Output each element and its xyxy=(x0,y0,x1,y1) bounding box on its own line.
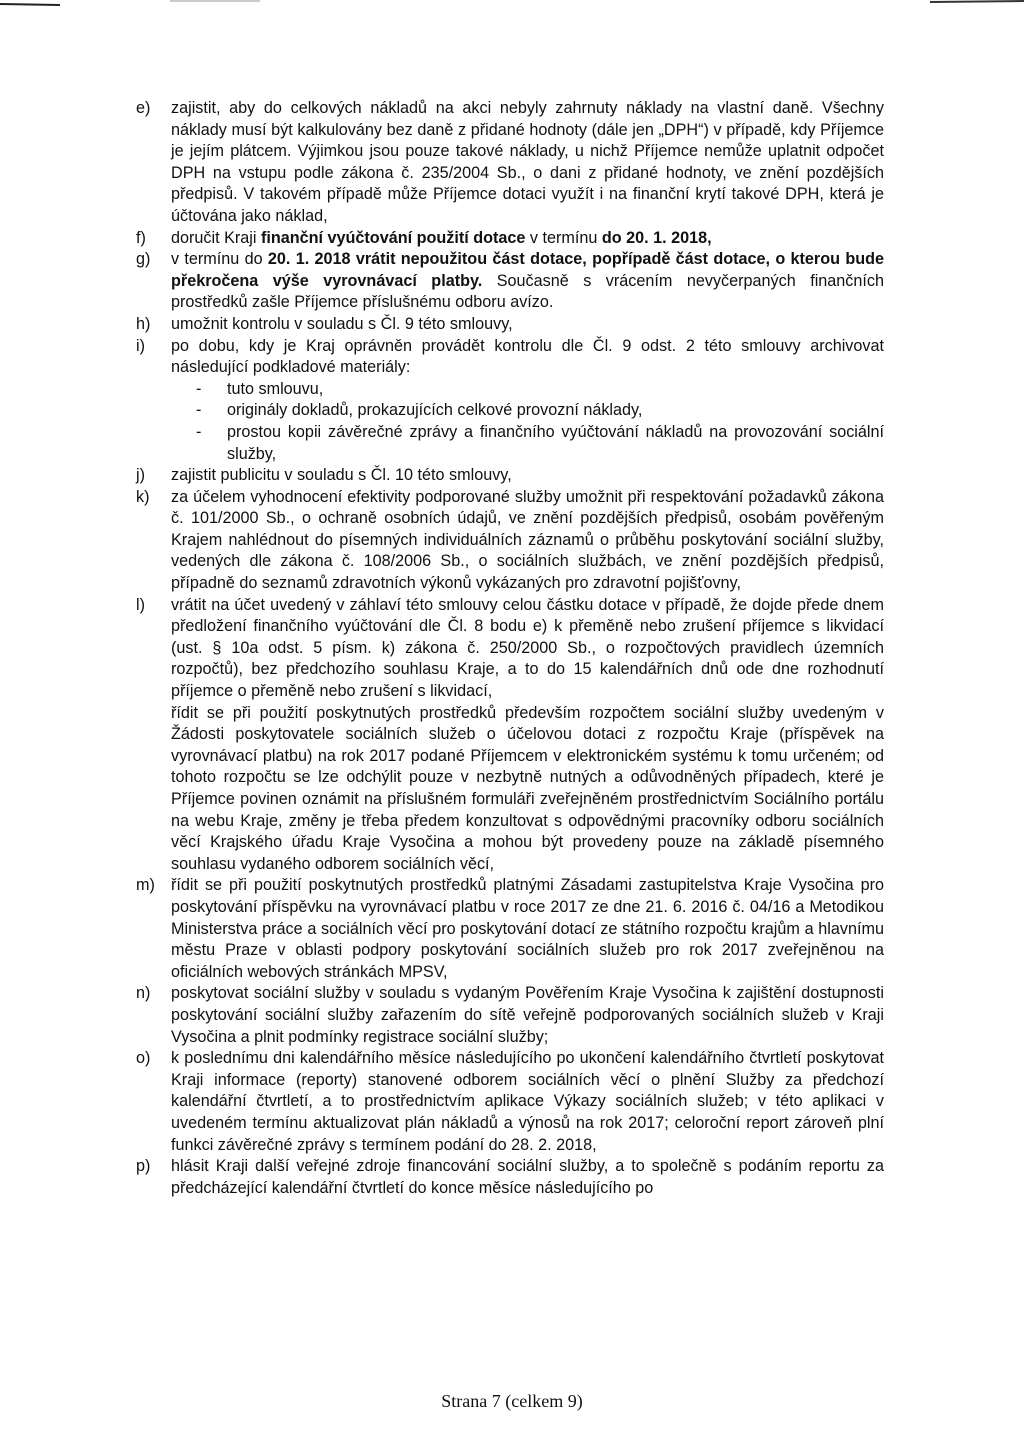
scan-edge-mark xyxy=(0,0,1024,12)
continuation-paragraph: řídit se při použití poskytnutých prostředků především rozpočtem sociální služby uvedeným v Žádosti poskytovatele sociálních služeb o účelovou dotaci z rozpočtu Kraje (příspěvek na vyrovnávací platbu) na rok 2017 podané Příjemcem v elektronickém systému k tomu určeném; od tohoto rozpočtu se lze odchýlit pouze v nezbytně nutných a odůvodněných případech, které je Příjemce povinen oznámit na příslušném formuláři zveřejněném prostřednictvím Sociálního portálu na webu Kraje, změny je třeba předem konzultovat s odpovědnými pracovníky odboru sociálních věcí Krajského úřadu Kraje Vysočina a mohou být provedeny pouze na základě písemného souhlasu vydaného odborem sociálních věcí, xyxy=(171,703,884,873)
item-text: za účelem vyhodnocení efektivity podporované služby umožnit při respektování požadavků zákona č. 101/2000 Sb., o ochraně osobních údajů, ve znění pozdějších předpisů, osobám pověřeným Krajem nahlédnout do písemných individuálních záznamů o průběhu poskytování sociální služby, vedených dle zákona č. 108/2006 Sb., o sociálních službách, ve znění pozdějších předpisů, případně do seznamů zdravotních výkonů vykázaných pro zdravotní pojišťovny, xyxy=(171,487,884,593)
item-label: i) xyxy=(136,336,145,355)
item-text: umožnit kontrolu v souladu s Čl. 9 této smlouvy, xyxy=(171,314,513,333)
item-text xyxy=(171,228,884,250)
dash-bullet: - xyxy=(196,422,202,441)
sub-item xyxy=(0,400,1024,422)
item-label: h) xyxy=(136,314,151,333)
item-text: hlásit Kraji další veřejné zdroje financování sociální služby, a to společně s podáním reportu za předcházející kalendářní čtvrtletí do konce měsíce následujícího po xyxy=(171,1157,884,1197)
text-run: Současně s vrácením nevyčerpaných finančních prostředků zašle Příjemce příslušnému odboru avízo. xyxy=(171,271,884,312)
item-text: zajistit publicitu v souladu s Čl. 10 této smlouvy, xyxy=(171,466,512,485)
item-text: po dobu, kdy je Kraj oprávněn provádět kontrolu dle Čl. 9 odst. 2 této smlouvy archivovat následující podkladové materiály: xyxy=(171,336,884,377)
text-run: doručit Kraji xyxy=(171,228,261,247)
item-text xyxy=(171,249,884,314)
list-item-e xyxy=(0,98,1024,228)
dash-bullet: - xyxy=(196,401,202,420)
item-label: j) xyxy=(136,466,145,485)
item-label: f) xyxy=(136,228,146,247)
list-item-i xyxy=(0,336,1024,379)
list-item-g xyxy=(0,249,1024,314)
sub-item-text: prostou kopii závěrečné zprávy a finančního vyúčtování nákladů na provozování sociální služby, xyxy=(227,422,884,463)
document-body xyxy=(0,98,1024,1199)
item-label: l) xyxy=(136,595,145,614)
list-item-f xyxy=(0,228,1024,250)
item-label: n) xyxy=(136,984,151,1003)
text-run: v termínu do xyxy=(171,250,268,269)
item-label: m) xyxy=(136,876,155,895)
item-text: k poslednímu dni kalendářního měsíce následujícího po ukončení kalendářního čtvrtletí poskytovat Kraji informace (reporty) stanovené odborem sociálních věcí o plnění Služby za předchozí kalendářní čtvrtletí, a to prostřednictvím aplikace Výkazy sociálních služeb; v této aplikaci v uvedeném termínu aktualizovat plán nákladů a výnosů na rok 2017; celoroční report zároveň plní funkci závěrečné zprávy s termínem podání do 28. 2. 2018, xyxy=(171,1049,884,1154)
item-label: o) xyxy=(136,1049,151,1068)
list-item-p xyxy=(0,1156,1024,1199)
list-item-n xyxy=(0,983,1024,1048)
sub-item xyxy=(0,379,1024,401)
sub-item-text: originály dokladů, prokazujících celkové provozní náklady, xyxy=(227,401,643,420)
list-item-l xyxy=(0,595,1024,703)
bold-text: do 20. 1. 2018, xyxy=(601,228,712,247)
item-label: g) xyxy=(136,250,151,269)
item-label: e) xyxy=(136,99,151,117)
item-label: k) xyxy=(136,487,150,506)
sub-item-text: tuto smlouvu, xyxy=(227,379,324,398)
page-number-footer: Strana 7 (celkem 9) xyxy=(441,1391,583,1411)
bold-text: finanční vyúčtování použití dotace xyxy=(260,228,526,247)
list-item-j xyxy=(0,465,1024,487)
sub-item xyxy=(0,422,1024,465)
bold-text: 20. 1. 2018 vrátit nepoužitou část dotace, popřípadě část dotace, o kterou bude překročena výše vyrovnávací platby. xyxy=(171,250,884,290)
list-item-o xyxy=(0,1048,1024,1156)
list-item-k xyxy=(0,487,1024,595)
dash-bullet: - xyxy=(196,379,202,398)
item-label: p) xyxy=(136,1157,151,1176)
item-text: vrátit na účet uvedený v záhlaví této smlouvy celou částku dotace v případě, že dojde přede dnem předložení finančního vyúčtování dle Čl. 8 bodu e) k přeměně nebo zrušení příjemce s likvidací (ust. § 10a odst. 5 písm. k) zákona č. 250/2000 Sb., o rozpočtových pravidlech územních rozpočtů), bez předchozího souhlasu Kraje, a to do 15 kalendářních dnů ode dne rozhodnutí příjemce o přeměně nebo zrušení s likvidací, xyxy=(171,595,884,701)
item-text: řídit se při použití poskytnutých prostředků platnými Zásadami zastupitelstva Kraje Vysočina pro poskytování příspěvku na vyrovnávací platbu v roce 2017 ze dne 21. 6. 2016 č. 04/16 a Metodikou Ministerstva práce a sociálních věcí pro poskytování dotací ze státního rozpočtu krajům a hlavnímu městu Praze v oblasti podpory poskytování sociálních služeb pro rok 2017 zveřejněnou na oficiálních webových stránkách MPSV, xyxy=(171,876,884,981)
text-run: v termínu xyxy=(525,228,602,247)
item-text: zajistit, aby do celkových nákladů na akci nebyly zahrnuty náklady na vlastní daně. Všechny náklady musí být kalkulovány bez daně z přidané hodnoty (dále jen „DPH“) v případě, kdy Příjemce je jejím plátcem. Výjimkou jsou pouze takové náklady, u nichž Příjemce nemůže uplatnit odpočet DPH na vstupu podle zákona č. 235/2004 Sb., o dani z přidané hodnoty, ve znění pozdějších předpisů. V takovém případě může Příjemce dotaci využít i na finanční krytí takové DPH, která je účtována jako náklad, xyxy=(171,99,884,225)
list-item-m xyxy=(0,875,1024,983)
item-text: poskytovat sociální služby v souladu s vydaným Pověřením Kraje Vysočina k zajištění dostupnosti poskytování sociální služby zařazením do sítě veřejně podporovaných sociálních služeb v Kraji Vysočina a plnit podmínky registrace sociální služby; xyxy=(171,984,884,1046)
list-item-h xyxy=(0,314,1024,336)
